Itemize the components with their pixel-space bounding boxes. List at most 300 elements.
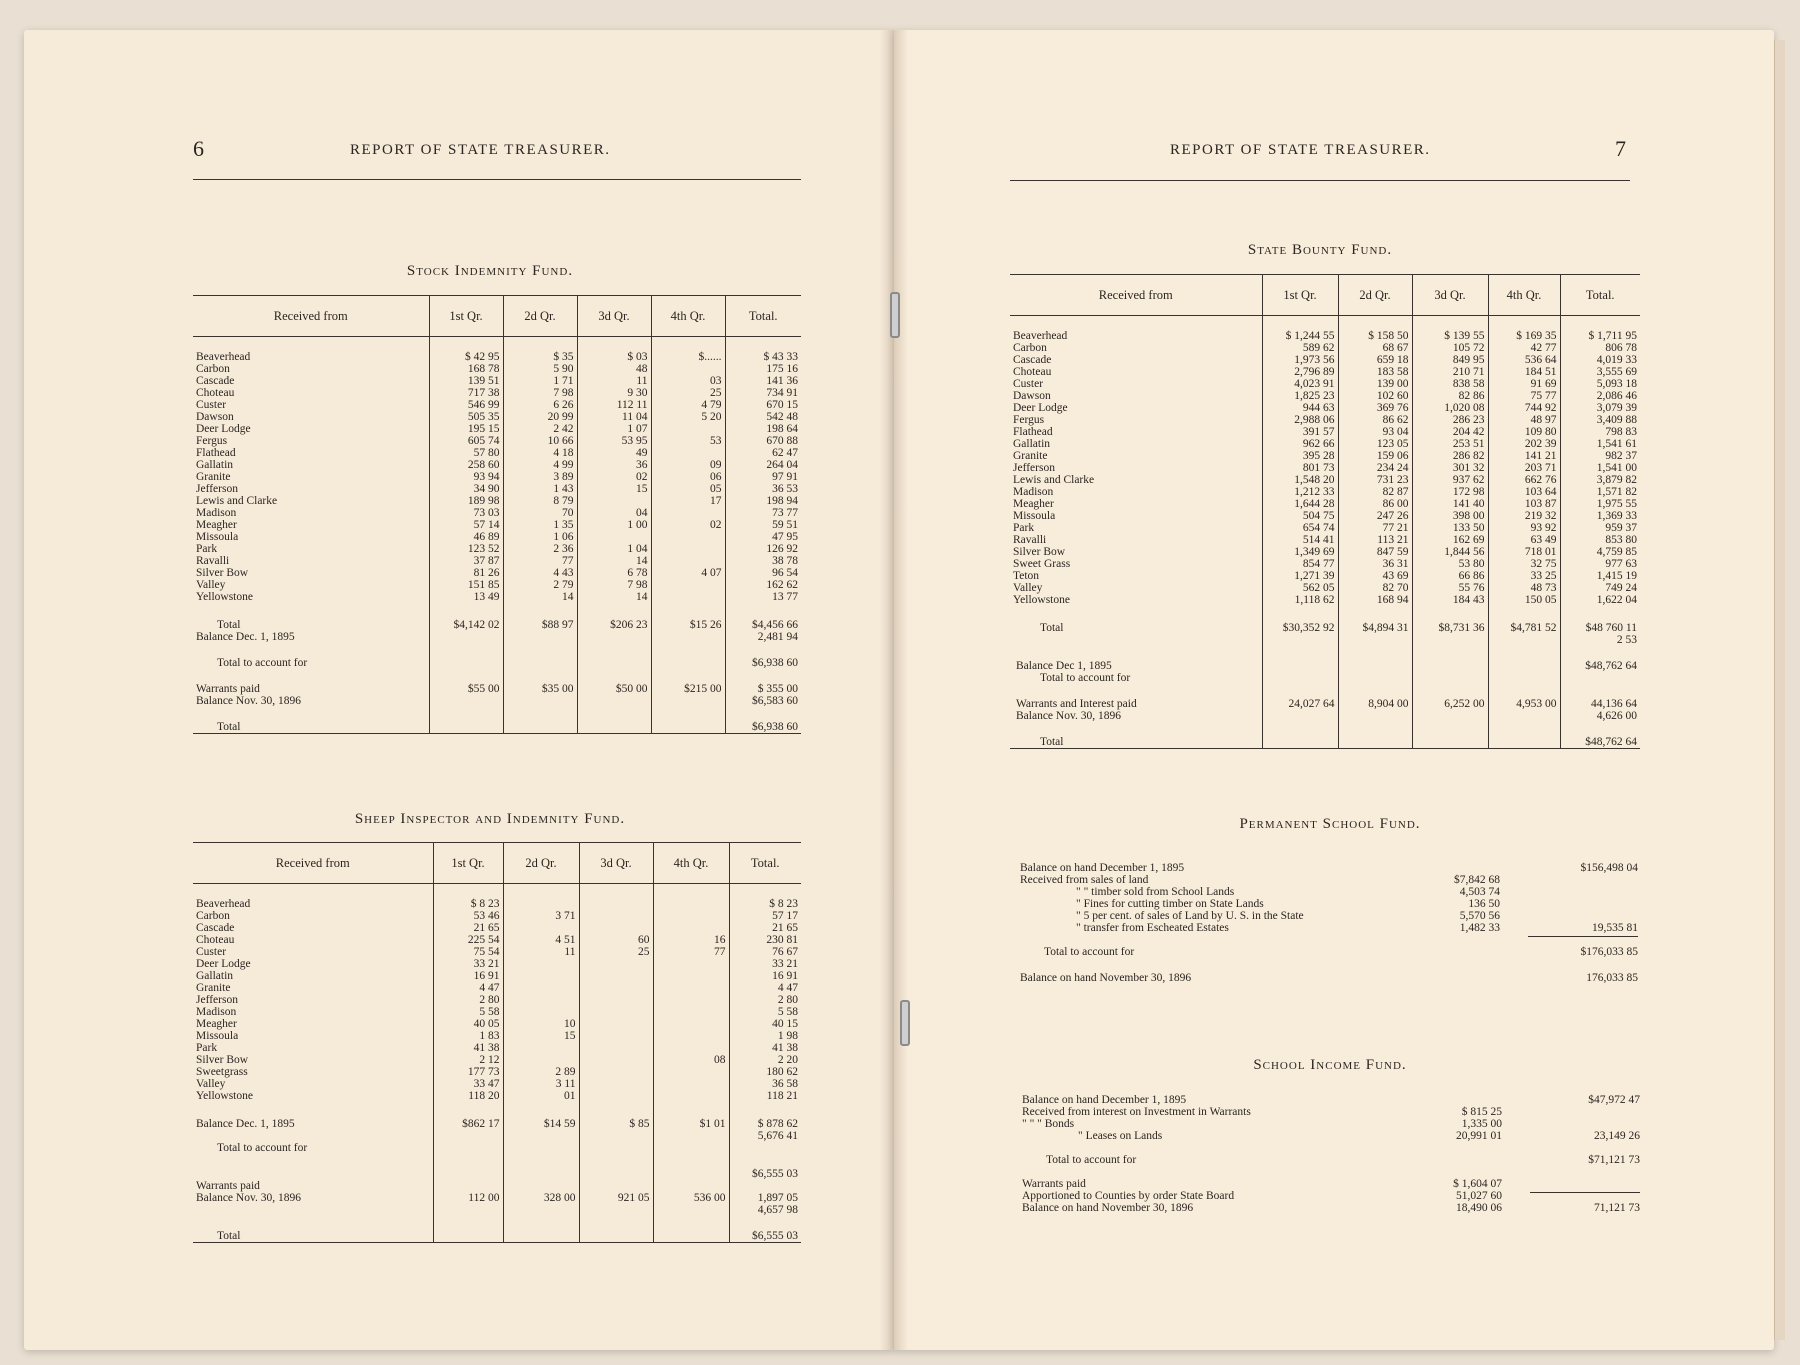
cell-q2: 659 18: [1338, 354, 1412, 366]
cell-q1: 75 54: [433, 946, 503, 958]
cell-q3: [579, 1078, 653, 1090]
cell-q2: [503, 1054, 579, 1066]
cell-total: 2,086 46: [1560, 390, 1640, 402]
staple-top: [890, 292, 900, 338]
table-row: [1010, 414, 1640, 426]
county-name: Beaverhead: [196, 351, 251, 363]
cell-q3: 04: [577, 507, 651, 519]
cell-total: 40 15: [729, 1018, 801, 1030]
grand-total-value: $48,762 64: [1560, 736, 1640, 749]
cell-total: 4,759 85: [1560, 546, 1640, 558]
cell-q1: 53 46: [433, 910, 503, 922]
cell-q2: 3 89: [503, 471, 577, 483]
county-name: Lewis and Clarke: [196, 495, 278, 507]
col-q1: 1st Qr.: [429, 296, 503, 337]
cell-q4: $......: [651, 351, 725, 363]
cell-q1: 123 52: [429, 543, 503, 555]
cell-q1: 4,023 91: [1262, 378, 1338, 390]
cell-q2: $ 158 50: [1338, 330, 1412, 342]
cell-q4: [653, 922, 729, 934]
county-name: Dawson: [196, 411, 234, 423]
cell-q4: 103 87: [1488, 498, 1560, 510]
cell-q3: 1 04: [577, 543, 651, 555]
cell-q1: 37 87: [429, 555, 503, 567]
county-name: Yellowstone: [1013, 594, 1070, 606]
cell-q1: 395 28: [1262, 450, 1338, 462]
col-total: Total.: [725, 296, 801, 337]
county-name: Madison: [196, 507, 237, 519]
cell-total: 5,093 18: [1560, 378, 1640, 390]
warrants-q3: 6,252 00: [1412, 698, 1488, 710]
col-q2: 2d Qr.: [503, 843, 579, 884]
cell-total: 977 63: [1560, 558, 1640, 570]
table-row: [1010, 570, 1640, 582]
cell-q2: 3 11: [503, 1078, 579, 1090]
cell-total: 76 67: [729, 946, 801, 958]
cell-total: 982 37: [1560, 450, 1640, 462]
schedule-label: " transfer from Escheated Estates: [1076, 922, 1229, 934]
warrants-q4: 4,953 00: [1488, 698, 1560, 710]
table-row: [1010, 462, 1640, 474]
cell-total: 62 47: [725, 447, 801, 459]
cell-q4: 33 25: [1488, 570, 1560, 582]
county-name: Meagher: [196, 1018, 237, 1030]
cell-q2: 247 26: [1338, 510, 1412, 522]
county-name: Jefferson: [196, 483, 238, 495]
county-name: Gallatin: [196, 970, 234, 982]
county-name: Jefferson: [196, 994, 238, 1006]
cell-q3: [579, 1006, 653, 1018]
table-row: [1010, 474, 1640, 486]
cell-q1: 1,973 56: [1262, 354, 1338, 366]
county-name: Carbon: [1013, 342, 1047, 354]
cell-total: 126 92: [725, 543, 801, 555]
cell-q1: $ 1,244 55: [1262, 330, 1338, 342]
total-label: Total: [1040, 622, 1064, 634]
bounty-fund-rows: [1010, 316, 1640, 607]
table-row: [1010, 558, 1640, 570]
table-row: [1010, 450, 1640, 462]
balance-dec-q1: $862 17: [433, 1116, 503, 1130]
county-name: Custer: [196, 399, 227, 411]
cell-q4: [653, 1066, 729, 1078]
table-row: [193, 483, 801, 495]
cell-q1: 2,796 89: [1262, 366, 1338, 378]
county-name: Sweetgrass: [196, 1066, 248, 1078]
cell-q4: 25: [651, 387, 725, 399]
cell-q3: 53 80: [1412, 558, 1488, 570]
schedule-label: Balance on hand November 30, 1896: [1020, 972, 1192, 984]
table-row: [193, 934, 801, 946]
county-name: Silver Bow: [1013, 546, 1066, 558]
cell-q1: 4 47: [433, 982, 503, 994]
cell-total: 4,019 33: [1560, 354, 1640, 366]
cell-q1: 546 99: [429, 399, 503, 411]
cell-q4: 109 80: [1488, 426, 1560, 438]
cell-total: 670 88: [725, 435, 801, 447]
cell-total: 36 53: [725, 483, 801, 495]
cell-q4: 05: [651, 483, 725, 495]
total-total: $4,456 66: [725, 617, 801, 631]
cell-q2: 77: [503, 555, 577, 567]
cell-total: 2 20: [729, 1054, 801, 1066]
col-q3: 3d Qr.: [577, 296, 651, 337]
county-name: Ravalli: [196, 555, 230, 567]
cell-q2: 2 36: [503, 543, 577, 555]
total-q2: $4,894 31: [1338, 620, 1412, 634]
table-row: [193, 982, 801, 994]
cell-q3: 184 43: [1412, 594, 1488, 606]
cell-total: 33 21: [729, 958, 801, 970]
cell-total: 1 98: [729, 1030, 801, 1042]
cell-q1: 258 60: [429, 459, 503, 471]
cell-q4: [651, 591, 725, 603]
left-header-rule: [193, 179, 801, 180]
cell-q3: 172 98: [1412, 486, 1488, 498]
cell-q4: 53: [651, 435, 725, 447]
to-account-label: Total to account for: [217, 657, 308, 669]
cell-total: 118 21: [729, 1090, 801, 1102]
cell-q1: 34 90: [429, 483, 503, 495]
cell-q2: 1 71: [503, 375, 577, 387]
cell-q4: [653, 994, 729, 1006]
cell-q4: 184 51: [1488, 366, 1560, 378]
cell-q2: [503, 970, 579, 982]
table-row: [193, 579, 801, 591]
cell-total: 959 37: [1560, 522, 1640, 534]
cell-q3: 11 04: [577, 411, 651, 423]
cell-q2: 3 71: [503, 910, 579, 922]
cell-q2: 139 00: [1338, 378, 1412, 390]
cell-q4: [653, 1042, 729, 1054]
cell-total: $ 8 23: [729, 898, 801, 910]
table-row: [193, 531, 801, 543]
table-row: [1010, 582, 1640, 594]
cell-q2: 86 62: [1338, 414, 1412, 426]
county-name: Madison: [196, 1006, 237, 1018]
cell-q4: 09: [651, 459, 725, 471]
cell-q1: 962 66: [1262, 438, 1338, 450]
col-q4: 4th Qr.: [1488, 275, 1560, 316]
balance-dec-q4: $1 01: [653, 1116, 729, 1130]
total-extra: 2 53: [1560, 634, 1640, 646]
warrants-q2: 328 00: [503, 1192, 579, 1204]
cell-q2: 183 58: [1338, 366, 1412, 378]
schedule-label: " Leases on Lands: [1078, 1130, 1163, 1142]
cell-total: 41 38: [729, 1042, 801, 1054]
cell-q2: 1 35: [503, 519, 577, 531]
county-name: Fergus: [1013, 414, 1045, 426]
cell-total: 670 15: [725, 399, 801, 411]
county-name: Beaverhead: [196, 898, 251, 910]
balance-dec-label: Balance Dec. 1, 1895: [196, 1118, 295, 1130]
table-row: [193, 994, 801, 1006]
cell-q4: 718 01: [1488, 546, 1560, 558]
table-row: [193, 495, 801, 507]
cell-q3: $ 03: [577, 351, 651, 363]
cell-q1: 57 80: [429, 447, 503, 459]
cell-q2: 2 89: [503, 1066, 579, 1078]
to-account-total: $48,762 64: [1560, 660, 1640, 672]
cell-q2: 93 04: [1338, 426, 1412, 438]
cell-q2: 4 99: [503, 459, 577, 471]
table-row: [193, 1078, 801, 1090]
table-row: [1010, 378, 1640, 390]
cell-q3: [577, 531, 651, 543]
sum-rule: [1528, 936, 1638, 937]
total-q3: $206 23: [577, 617, 651, 631]
right-header-rule: [1010, 180, 1630, 181]
cell-q2: 11: [503, 946, 579, 958]
schedule-mid-value: 20,991 01: [1456, 1130, 1502, 1142]
cell-total: 36 58: [729, 1078, 801, 1090]
cell-q3: 11: [577, 375, 651, 387]
schedule-right-value: $71,121 73: [1588, 1154, 1640, 1166]
right-page-number: 7: [1615, 136, 1626, 161]
cell-q1: 16 91: [433, 970, 503, 982]
county-name: Fergus: [196, 435, 228, 447]
sum-rule: [1530, 1192, 1640, 1193]
cell-total: 198 64: [725, 423, 801, 435]
cell-total: 1,541 61: [1560, 438, 1640, 450]
table-row: [193, 1042, 801, 1054]
schedule-mid-value: $ 815 25: [1461, 1106, 1502, 1118]
col-received-from: Received from: [193, 843, 433, 884]
table-row: [193, 519, 801, 531]
county-name: Silver Bow: [196, 1054, 249, 1066]
cell-q2: 68 67: [1338, 342, 1412, 354]
cell-q2: 6 26: [503, 399, 577, 411]
county-name: Madison: [1013, 486, 1054, 498]
balance-dec-total: 2,481 94: [725, 631, 801, 643]
cell-total: 13 77: [725, 591, 801, 603]
cell-q4: [653, 1078, 729, 1090]
cell-q4: [653, 1090, 729, 1102]
cell-q1: 505 35: [429, 411, 503, 423]
income-fund-title: School Income Fund.: [1253, 1057, 1407, 1073]
cell-total: 1,622 04: [1560, 594, 1640, 606]
cell-total: 3,409 88: [1560, 414, 1640, 426]
cell-q1: 717 38: [429, 387, 503, 399]
cell-total: 4 47: [729, 982, 801, 994]
cell-q3: 1,020 08: [1412, 402, 1488, 414]
cell-q2: [503, 922, 579, 934]
grand-total-label: Total: [1010, 736, 1262, 749]
cell-q4: 03: [651, 375, 725, 387]
table-row: [1010, 330, 1640, 342]
cell-total: 264 04: [725, 459, 801, 471]
warrants-q4: 536 00: [653, 1192, 729, 1204]
cell-q3: 1 00: [577, 519, 651, 531]
county-name: Missoula: [196, 531, 239, 543]
cell-q4: [651, 423, 725, 435]
cell-total: 1,541 00: [1560, 462, 1640, 474]
cell-q3: 1 07: [577, 423, 651, 435]
cell-q4: [651, 363, 725, 375]
cell-q3: 14: [577, 591, 651, 603]
cell-q2: 4 43: [503, 567, 577, 579]
table-row: [193, 375, 801, 387]
table-row: [193, 1066, 801, 1078]
table-row: [193, 970, 801, 982]
cell-q2: 01: [503, 1090, 579, 1102]
col-received-from: Received from: [193, 296, 429, 337]
cell-q4: [653, 1006, 729, 1018]
cell-total: 853 80: [1560, 534, 1640, 546]
cell-q3: 66 86: [1412, 570, 1488, 582]
cell-q1: 33 21: [433, 958, 503, 970]
table-row: [193, 567, 801, 579]
table-row: [1010, 486, 1640, 498]
cell-q1: 57 14: [429, 519, 503, 531]
county-name: Granite: [1013, 450, 1048, 462]
balance-dec-q3: $ 85: [579, 1116, 653, 1130]
table-row: [193, 946, 801, 958]
county-name: Flathead: [196, 447, 236, 459]
cell-total: 3,555 69: [1560, 366, 1640, 378]
cell-q4: 744 92: [1488, 402, 1560, 414]
cell-q1: 168 78: [429, 363, 503, 375]
cell-q4: 48 97: [1488, 414, 1560, 426]
cell-q1: 225 54: [433, 934, 503, 946]
cell-q3: 14: [577, 555, 651, 567]
sheep-fund-table: [193, 842, 801, 1243]
table-row: [1010, 498, 1640, 510]
cell-q3: [579, 970, 653, 982]
cell-q2: 86 00: [1338, 498, 1412, 510]
cell-total: 198 94: [725, 495, 801, 507]
cell-q2: 1 43: [503, 483, 577, 495]
table-row: [1010, 594, 1640, 606]
schedule-mid-value: 5,570 56: [1459, 910, 1500, 922]
cell-total: 3,879 82: [1560, 474, 1640, 486]
cell-q3: 25: [579, 946, 653, 958]
cell-total: 47 95: [725, 531, 801, 543]
cell-q1: 391 57: [1262, 426, 1338, 438]
cell-q3: 849 95: [1412, 354, 1488, 366]
col-total: Total.: [1560, 275, 1640, 316]
table-row: [1010, 402, 1640, 414]
county-name: Meagher: [1013, 498, 1054, 510]
left-page-number: 6: [193, 136, 204, 161]
county-name: Dawson: [1013, 390, 1051, 402]
cell-q4: 93 92: [1488, 522, 1560, 534]
staple-bottom: [900, 1000, 910, 1046]
cell-q2: 36 31: [1338, 558, 1412, 570]
cell-q3: 141 40: [1412, 498, 1488, 510]
cell-q2: 15: [503, 1030, 579, 1042]
cell-q3: 301 32: [1412, 462, 1488, 474]
cell-q1: 2 80: [433, 994, 503, 1006]
total-label: Total: [217, 619, 241, 631]
cell-q3: [579, 1066, 653, 1078]
county-name: Custer: [196, 946, 227, 958]
cell-q3: [579, 1018, 653, 1030]
county-name: Custer: [1013, 378, 1044, 390]
cell-q4: [651, 579, 725, 591]
cell-total: 2 80: [729, 994, 801, 1006]
cell-q1: 21 65: [433, 922, 503, 934]
table-row: [193, 399, 801, 411]
table-row: [193, 423, 801, 435]
cell-q4: [653, 970, 729, 982]
county-name: Yellowstone: [196, 1090, 253, 1102]
cell-q1: $ 42 95: [429, 351, 503, 363]
cell-total: 38 78: [725, 555, 801, 567]
cell-total: 73 77: [725, 507, 801, 519]
cell-q3: 112 11: [577, 399, 651, 411]
warrants-total: 1,897 05: [729, 1192, 801, 1204]
county-name: Gallatin: [1013, 438, 1051, 450]
cell-q2: 43 69: [1338, 570, 1412, 582]
permanent-fund-schedule: [1018, 850, 1638, 990]
table-row: [193, 543, 801, 555]
to-account-total: $6,555 03: [729, 1168, 801, 1180]
county-name: Valley: [196, 1078, 226, 1090]
schedule-right-value: 19,535 81: [1592, 922, 1638, 934]
cell-q2: 1 06: [503, 531, 577, 543]
to-account-total: $6,938 60: [725, 657, 801, 669]
cell-q2: 168 94: [1338, 594, 1412, 606]
table-row: [193, 1030, 801, 1042]
income-fund-schedule: [1020, 1082, 1640, 1222]
cell-q4: [653, 1018, 729, 1030]
schedule-mid-value: 4,503 74: [1459, 886, 1500, 898]
cell-q4: 150 05: [1488, 594, 1560, 606]
cell-q2: 2 79: [503, 579, 577, 591]
cell-q2: [503, 1042, 579, 1054]
cell-q3: 398 00: [1412, 510, 1488, 522]
cell-q3: [579, 958, 653, 970]
right-page-header: REPORT OF STATE TREASURER.: [1170, 142, 1431, 158]
cell-q2: 14: [503, 591, 577, 603]
table-row: [193, 591, 801, 603]
cell-q4: 17: [651, 495, 725, 507]
county-name: Choteau: [1013, 366, 1052, 378]
cell-q2: 7 98: [503, 387, 577, 399]
cell-q2: 10 66: [503, 435, 577, 447]
grand-total-value: $6,555 03: [729, 1230, 801, 1243]
cell-q1: 118 20: [433, 1090, 503, 1102]
total-q1: $4,142 02: [429, 617, 503, 631]
cell-q4: 219 32: [1488, 510, 1560, 522]
table-row: [193, 459, 801, 471]
cell-q1: 1,349 69: [1262, 546, 1338, 558]
cell-q4: 141 21: [1488, 450, 1560, 462]
schedule-right-value: 71,121 73: [1594, 1202, 1640, 1214]
total-q2: $88 97: [503, 617, 577, 631]
schedule-label: Total to account for: [1044, 946, 1135, 958]
balance-nov-total: $6,583 60: [725, 695, 801, 707]
balance-dec-label: Balance Dec. 1, 1895: [196, 631, 295, 643]
cell-q1: 81 26: [429, 567, 503, 579]
county-name: Deer Lodge: [1013, 402, 1068, 414]
cell-total: 3,079 39: [1560, 402, 1640, 414]
cell-q1: 1,271 39: [1262, 570, 1338, 582]
schedule-label: Total to account for: [1046, 1154, 1137, 1166]
schedule-label: " 5 per cent. of sales of Land by U. S. in the State: [1076, 910, 1304, 922]
cell-q4: 91 69: [1488, 378, 1560, 390]
cell-q1: 13 49: [429, 591, 503, 603]
county-name: Choteau: [196, 387, 235, 399]
county-name: Beaverhead: [1013, 330, 1068, 342]
col-total: Total.: [729, 843, 801, 884]
table-row: [193, 507, 801, 519]
cell-q3: 210 71: [1412, 366, 1488, 378]
cell-q3: 6 78: [577, 567, 651, 579]
table-row: [193, 958, 801, 970]
left-page-header: REPORT OF STATE TREASURER.: [350, 142, 611, 158]
